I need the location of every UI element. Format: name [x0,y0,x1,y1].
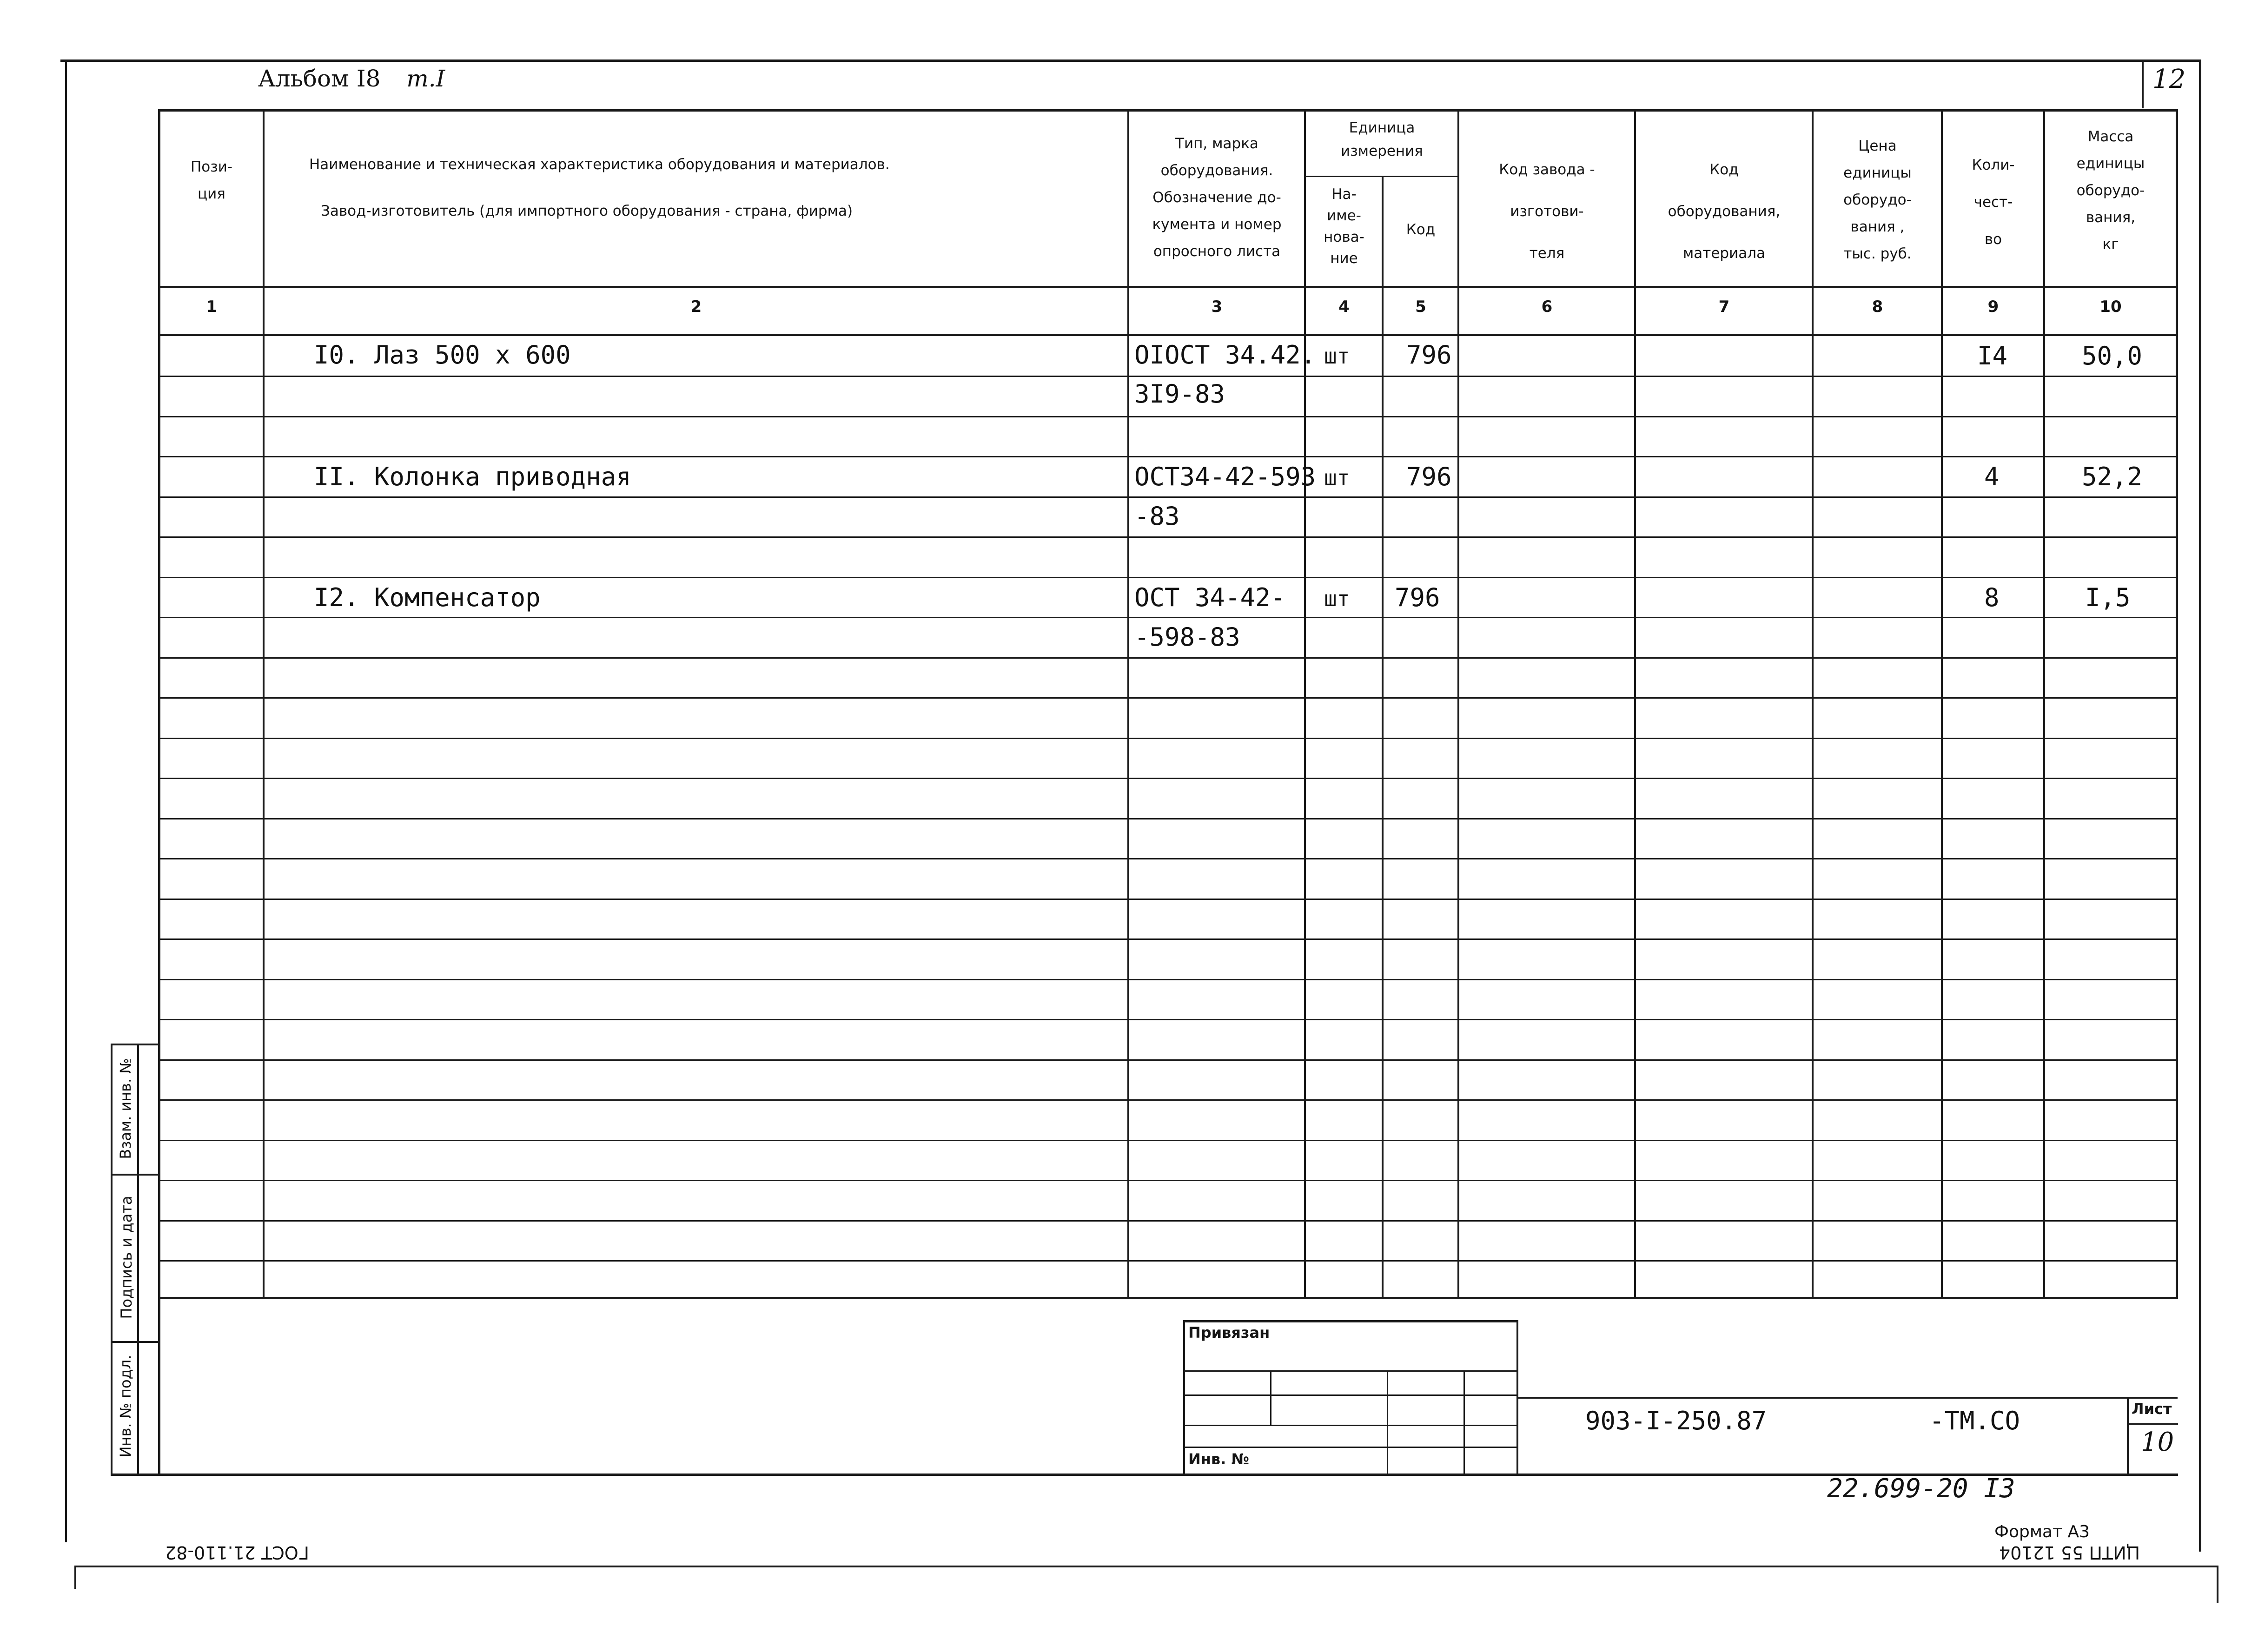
outer-right-line [2199,59,2201,1552]
row-2-unit: шт [1324,465,1350,490]
gost-mirrored: ГОСТ 21.110-82 [165,1542,309,1563]
stamp-left [1183,1320,1185,1476]
table-row-line [160,1180,2176,1181]
sheet-label: Лист [2132,1400,2172,1418]
table-body-bottom-line [158,1297,2177,1299]
header-name-line2: Завод-изготовитель (для импортного оборудования - страна, фирма) [321,203,853,219]
page-number: 12 [2152,64,2186,94]
footer-left-line [158,1297,160,1476]
outer-left-line [65,59,67,1542]
row-1-qty: I4 [1977,341,2008,370]
row-3-unit: шт [1324,586,1350,611]
doc-suffix: -ТМ.СО [1929,1406,2020,1435]
row-1-unit: шт [1324,344,1350,369]
table-row-line [160,899,2176,900]
stamp-top [1183,1320,1518,1322]
doc-code: 903-I-250.87 [1585,1406,1767,1435]
header-unit-name: На- име- нова- ние [1324,186,1364,267]
row-3-type-line2: -598-83 [1134,622,1240,652]
col-number-4: 4 [1338,297,1350,316]
stamp-privyazan: Привязан [1188,1324,1270,1341]
row-1-mass: 50,0 [2082,341,2143,370]
row-3-type-line1: OCT 34-42- [1134,583,1286,612]
stamp-row3 [1183,1425,1518,1426]
table-row-line [160,1099,2176,1101]
colnum-bottom-line [158,334,2177,336]
col-number-2: 2 [690,297,702,316]
row-1-type-line1: OIOCT 34.42. [1134,340,1316,370]
table-row-line [160,738,2176,739]
header-type: Тип, марка оборудования. Обозначение до- кумента и номер опросного листа [1152,135,1282,260]
outer-top-line [60,59,2201,62]
col-divider-2 [1127,109,1129,1299]
stamp-col3 [1463,1370,1465,1476]
stamp-inv-no: Инв. № [1188,1450,1249,1468]
album-text: Альбом I8 [258,65,381,92]
header-name-line1: Наименование и техническая характеристика оборудования и материалов. [309,156,890,173]
title-block-top [1516,1397,2178,1399]
table-row-line [160,1019,2176,1020]
stamp-row2 [1183,1394,1518,1396]
page-number-divider [2142,59,2144,108]
col-number-8: 8 [1872,297,1883,316]
row-1-code: 796 [1406,340,1452,370]
stamp-col1 [1270,1370,1271,1426]
col-divider-9 [2043,109,2045,1299]
table-row-line [160,496,2176,498]
tsitp-mirrored: ЦИТП 55 12104 [1999,1542,2140,1563]
format-label: Формат А3 [1994,1522,2090,1541]
table-row-line [160,577,2176,578]
row-3-mass: I,5 [2085,583,2131,612]
table-row-line [160,858,2176,859]
header-unit: Единица измерения [1341,119,1423,159]
archive-number: 22.699-20 I3 [1827,1474,2015,1504]
row-1-name: I0. Лаз 500 х 600 [314,340,571,370]
row-2-qty: 4 [1984,462,2000,491]
side-strip-left [111,1044,113,1476]
unit-subheader-line [1304,176,1458,177]
col-number-3: 3 [1211,297,1223,316]
header-quantity: Коли- чест- во [1972,157,2015,248]
col-divider-6 [1634,109,1636,1299]
sheet-box-left [2127,1397,2129,1476]
table-row-line [160,1059,2176,1061]
stamp-col2 [1387,1370,1388,1476]
table-row-line [160,456,2176,457]
col-number-7: 7 [1718,297,1730,316]
col-divider-1 [263,109,265,1299]
header-unit-code: Код [1406,221,1436,238]
sheet-box-div [2127,1423,2178,1425]
row-2-type-line1: OCT34-42-593 [1134,462,1316,491]
header-price: Цена единицы оборудо- вания , тыс. руб. [1843,138,1912,262]
stamp-row1 [1183,1370,1518,1372]
table-row-line [160,1260,2176,1262]
sheet-number: 10 [2141,1427,2174,1457]
side-label-inv: Инв. № подл. [117,1355,134,1458]
row-2-name: II. Колонка приводная [314,462,631,491]
bottom-left-tick [74,1566,76,1589]
bottom-right-tick [2217,1566,2218,1603]
row-2-type-line2: -83 [1134,502,1180,531]
table-row-line [160,938,2176,940]
table-row-line [160,376,2176,377]
row-2-code: 796 [1406,462,1452,491]
table-top-line [158,109,2177,112]
col-divider-8 [1941,109,1943,1299]
stamp-row4 [1183,1447,1518,1448]
table-row-line [160,536,2176,538]
table-row-line [160,818,2176,819]
row-3-code: 796 [1395,583,1440,612]
col-number-10: 10 [2099,297,2122,316]
col-number-9: 9 [1987,297,1999,316]
header-bottom-line [158,286,2177,288]
table-row-line [160,697,2176,699]
side-label-podpis: Подпись и дата [118,1196,135,1319]
album-part: т.I [406,65,445,92]
header-equipment-code: Код оборудования, материала [1668,161,1781,262]
row-2-mass: 52,2 [2082,462,2143,491]
side-label-vzam: Взам. инв. № [117,1058,134,1159]
col-number-1: 1 [206,297,217,316]
table-row-line [160,778,2176,779]
table-row-line [160,617,2176,618]
table-row-line [160,657,2176,659]
header-position: Пози- ция [190,159,233,202]
table-row-line [160,1140,2176,1141]
table-row-line [160,1220,2176,1222]
col-number-6: 6 [1541,297,1553,316]
side-strip-inner [137,1044,139,1476]
header-factory-code: Код завода - изготови- теля [1499,161,1595,262]
bottom-border [74,1566,2218,1567]
col-divider-3 [1304,109,1306,1299]
row-1-type-line2: 3I9-83 [1134,379,1225,409]
table-row-line [160,979,2176,980]
row-3-name: I2. Компенсатор [314,583,541,612]
header-mass: Масса единицы оборудо- вания, кг [2076,128,2145,253]
col-divider-7 [1812,109,1814,1299]
row-3-qty: 8 [1984,583,2000,612]
col-divider-5 [1457,109,1459,1299]
album-label [258,65,445,92]
table-row-line [160,416,2176,417]
col-number-5: 5 [1415,297,1426,316]
